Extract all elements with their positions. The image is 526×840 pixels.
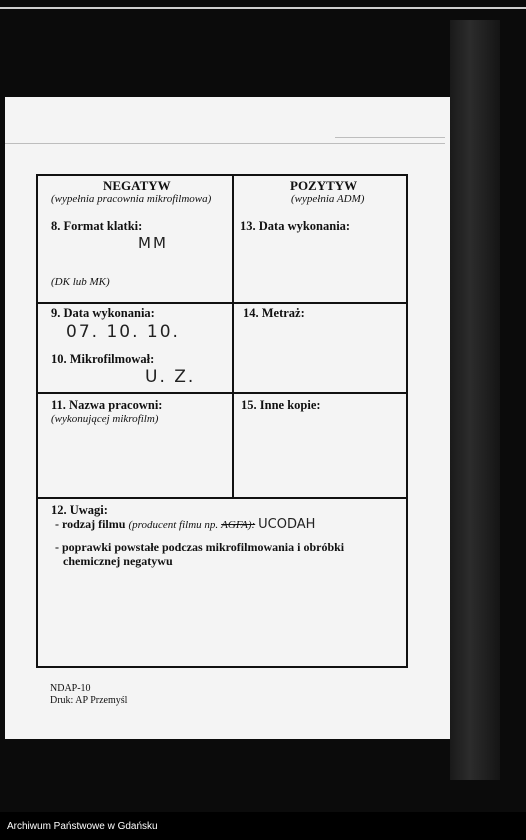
film-type-line: [55, 517, 315, 532]
film-type-value: UCODAH: [258, 517, 316, 532]
field-8-hint: (DK lub MK): [51, 276, 110, 288]
film-type-hint: (producent filmu np.: [128, 519, 219, 531]
field-9-value: 07. 10. 10.: [66, 322, 180, 342]
faint-line: [335, 137, 445, 138]
archive-caption-bar: [0, 812, 526, 840]
row-divider: [38, 497, 408, 499]
faint-line: [5, 143, 445, 144]
film-type-label: - rodzaj filmu: [55, 517, 126, 531]
top-border-line: [0, 7, 526, 9]
pozytyw-title: POZYTYW: [290, 178, 358, 193]
negatyw-title: NEGATYW: [103, 178, 171, 193]
corrections-line: - poprawki powstałe podczas mikrofilmowania i obróbki: [55, 540, 345, 554]
printer-info: Druk: AP Przemyśl: [50, 695, 128, 706]
field-14-label: 14. Metraż:: [243, 306, 305, 320]
field-12-label: 12. Uwagi:: [51, 503, 108, 517]
form-grid: [36, 174, 408, 668]
film-type-example: AGFA):: [221, 519, 256, 531]
field-11-subtitle: (wykonującej mikrofilm): [51, 413, 159, 425]
negatyw-subtitle: (wypełnia pracownia mikrofilmowa): [51, 193, 212, 205]
field-10-value: U. Z.: [145, 367, 196, 387]
column-divider: [232, 176, 234, 499]
film-edge: [450, 20, 500, 780]
corrections-line-2: chemicznej negatywu: [63, 554, 173, 568]
field-11-label: 11. Nazwa pracowni:: [51, 398, 163, 412]
field-8-label: 8. Format klatki:: [51, 219, 143, 233]
pozytyw-subtitle: (wypełnia ADM): [291, 193, 365, 205]
microfilm-card: [5, 97, 450, 739]
field-8-value: MM: [138, 234, 168, 252]
field-15-label: 15. Inne kopie:: [241, 398, 321, 412]
archive-caption: Archiwum Państwowe w Gdańsku: [7, 821, 158, 832]
field-9-label: 9. Data wykonania:: [51, 306, 155, 320]
form-code: NDAP-10: [50, 683, 91, 694]
row-divider: [38, 392, 408, 394]
field-10-label: 10. Mikrofilmował:: [51, 352, 155, 366]
field-13-label: 13. Data wykonania:: [240, 219, 351, 233]
row-divider: [38, 302, 408, 304]
